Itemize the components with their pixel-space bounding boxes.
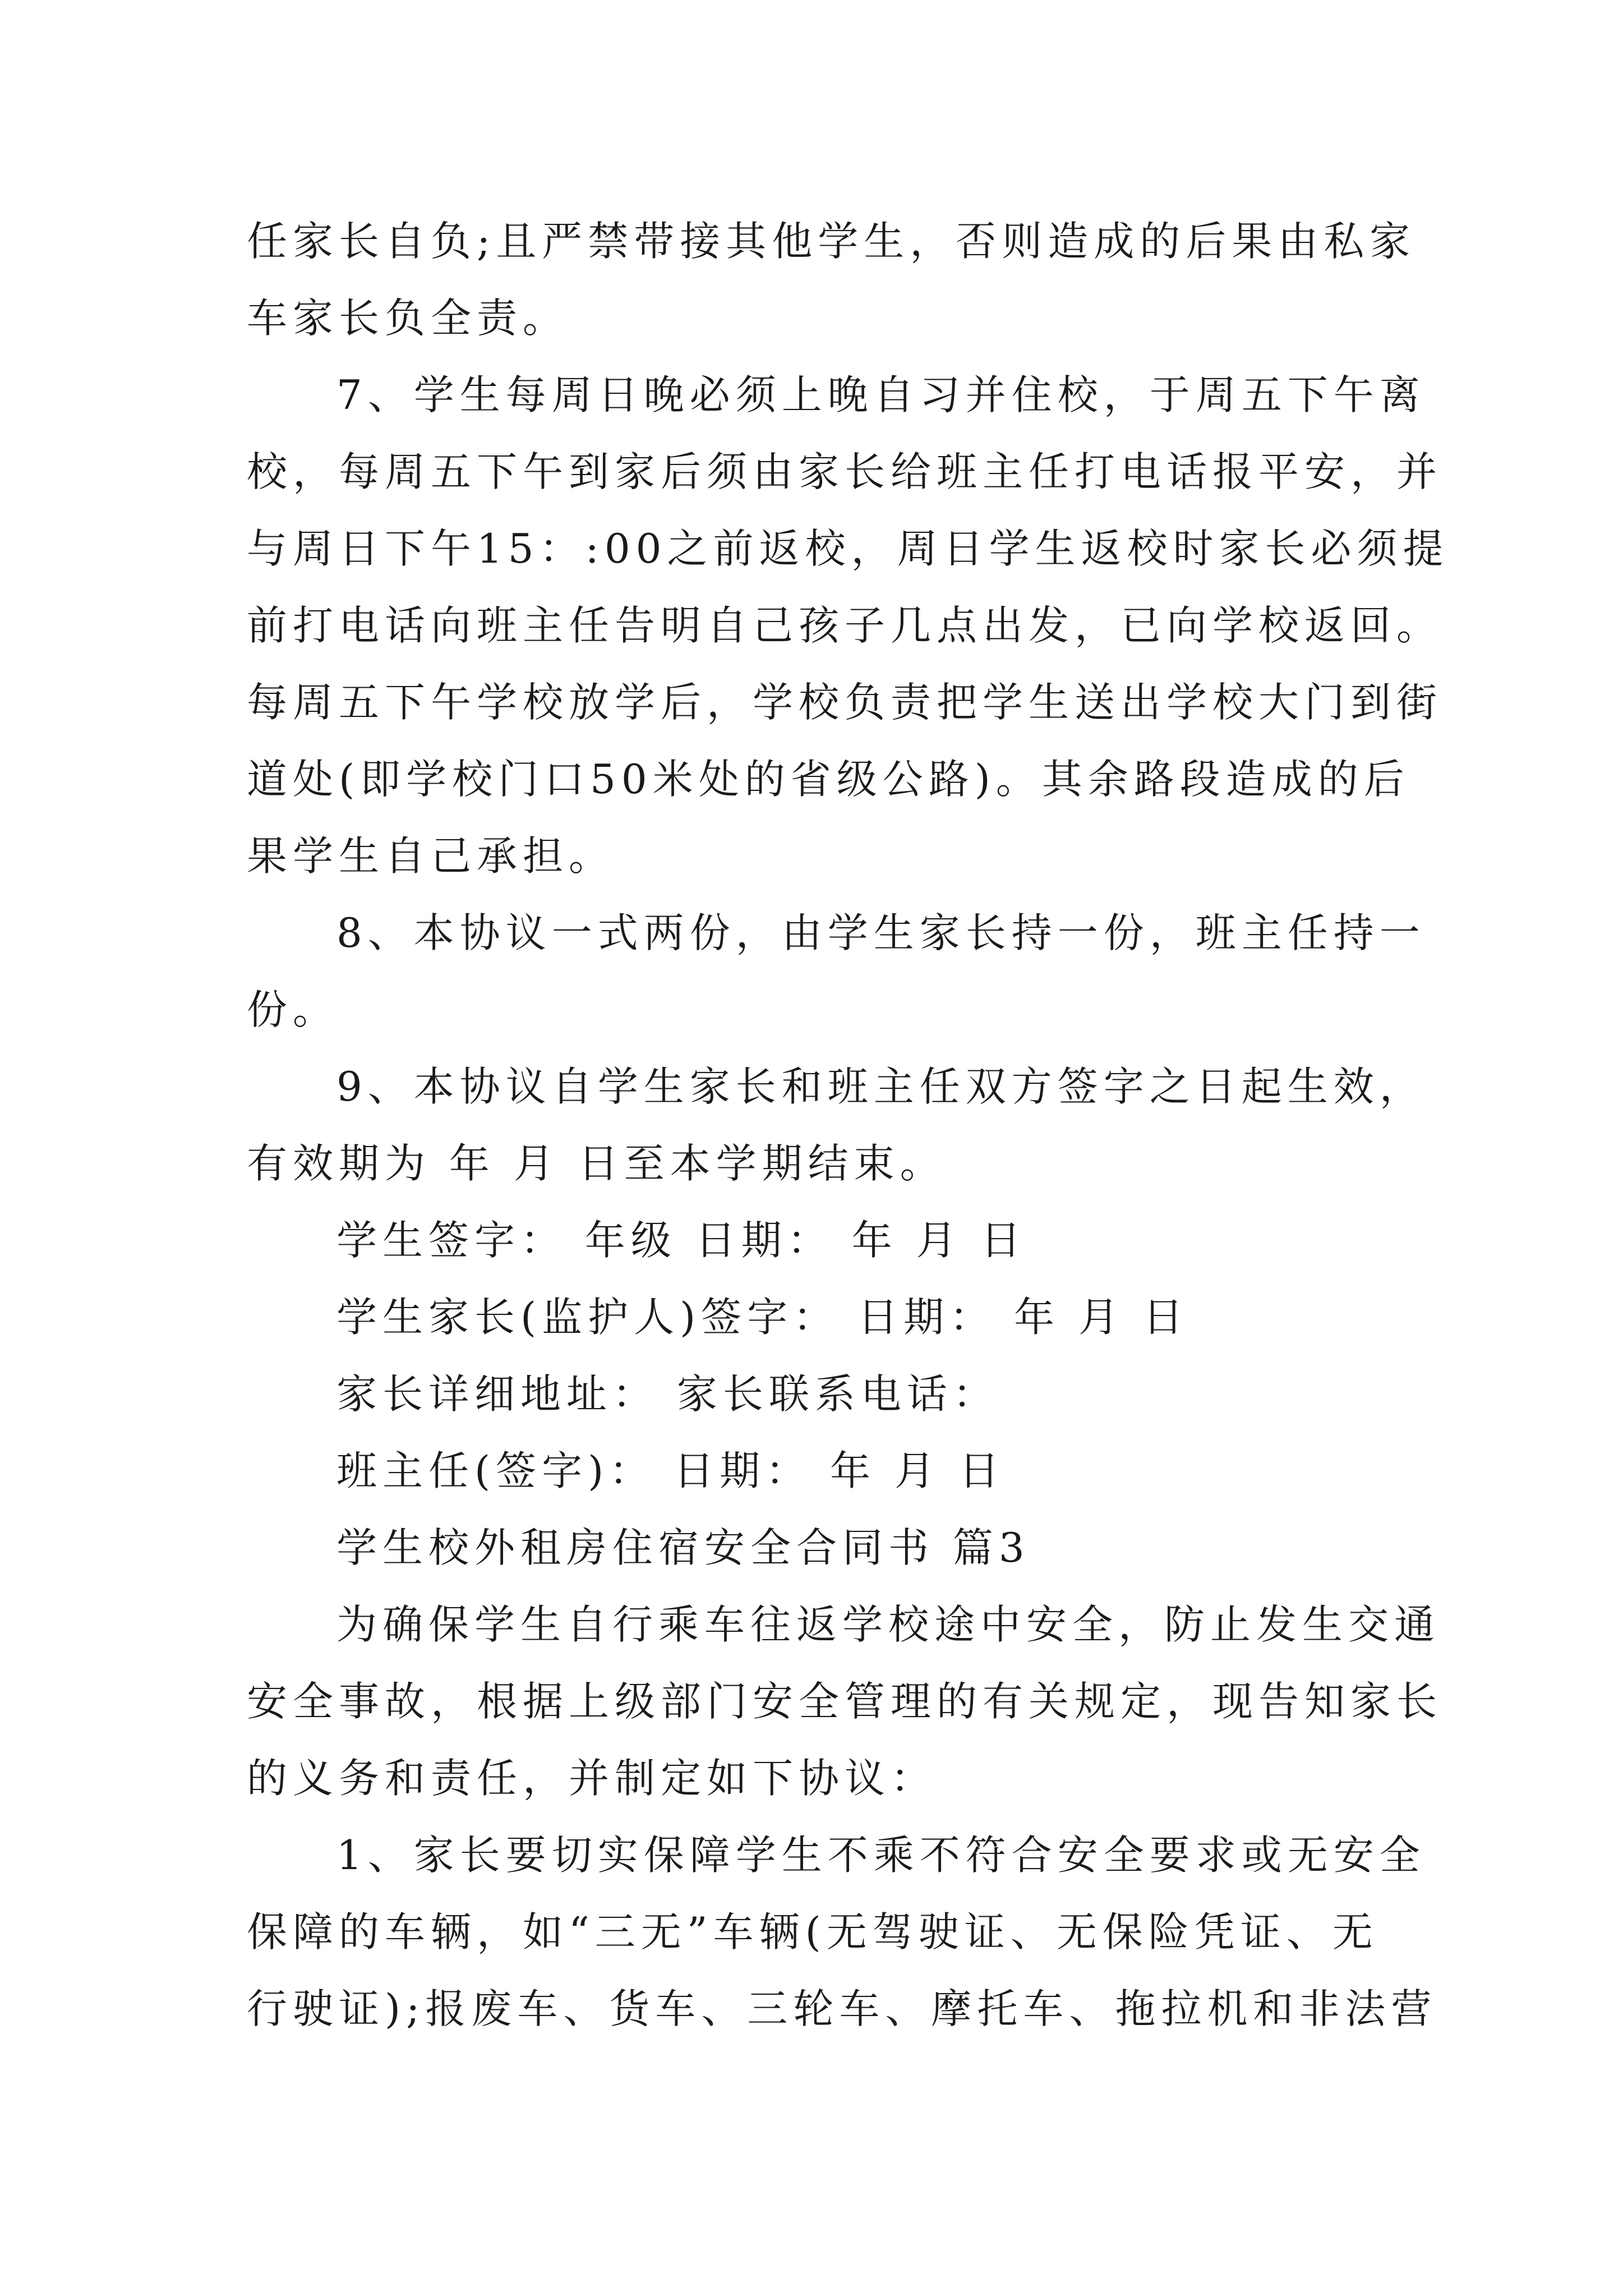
text-line: 与周日下午15：:00之前返校，周日学生返校时家长必须提 bbox=[247, 525, 1449, 572]
text-line: 保障的车辆，如“三无”车辆(无驾驶证、无保险凭证、无 bbox=[247, 1908, 1378, 1955]
text-line: 有效期为 年 月 日至本学期结束。 bbox=[247, 1140, 946, 1187]
text-line: 每周五下午学校放学后，学校负责把学生送出学校大门到街 bbox=[247, 679, 1443, 726]
paragraph-8-start: 8、本协议一式两份，由学生家长持一份，班主任持一 bbox=[336, 909, 1426, 956]
text-line: 前打电话向班主任告明自己孩子几点出发，已向学校返回。 bbox=[247, 602, 1443, 649]
text-line: 果学生自己承担。 bbox=[247, 832, 615, 880]
intro-paragraph-start: 为确保学生自行乘车往返学校途中安全，防止发生交通 bbox=[336, 1601, 1441, 1648]
text-line: 的义务和责任，并制定如下协议： bbox=[247, 1755, 937, 1802]
text-line: 道处(即学校门口50米处的省级公路)。其余路段造成的后 bbox=[247, 756, 1410, 803]
student-signature-line: 学生签字： 年级 日期： 年 月 日 bbox=[336, 1217, 1027, 1264]
text-line: 份。 bbox=[247, 986, 339, 1033]
text-line: 安全事故，根据上级部门安全管理的有关规定，现告知家长 bbox=[247, 1678, 1443, 1725]
text-line: 行驶证);报废车、货车、三轮车、摩托车、拖拉机和非法营 bbox=[247, 1985, 1437, 2032]
text-line: 车家长负全责。 bbox=[247, 295, 569, 342]
section-title: 学生校外租房住宿安全合同书 篇3 bbox=[336, 1524, 1030, 1571]
text-line: 任家长自负;且严禁带接其他学生，否则造成的后果由私家 bbox=[247, 218, 1416, 265]
text-line: 校，每周五下午到家后须由家长给班主任打电话报平安，并 bbox=[247, 448, 1443, 495]
teacher-signature-line: 班主任(签字)： 日期： 年 月 日 bbox=[336, 1447, 1005, 1494]
paragraph-1-start: 1、家长要切实保障学生不乘不符合安全要求或无安全 bbox=[336, 1832, 1426, 1879]
paragraph-9-start: 9、本协议自学生家长和班主任双方签字之日起生效， bbox=[336, 1063, 1426, 1110]
paragraph-7-start: 7、学生每周日晚必须上晚自习并住校，于周五下午离 bbox=[336, 371, 1426, 418]
parent-address-line: 家长详细地址： 家长联系电话： bbox=[336, 1370, 999, 1418]
guardian-signature-line: 学生家长(监护人)签字： 日期： 年 月 日 bbox=[336, 1294, 1189, 1341]
